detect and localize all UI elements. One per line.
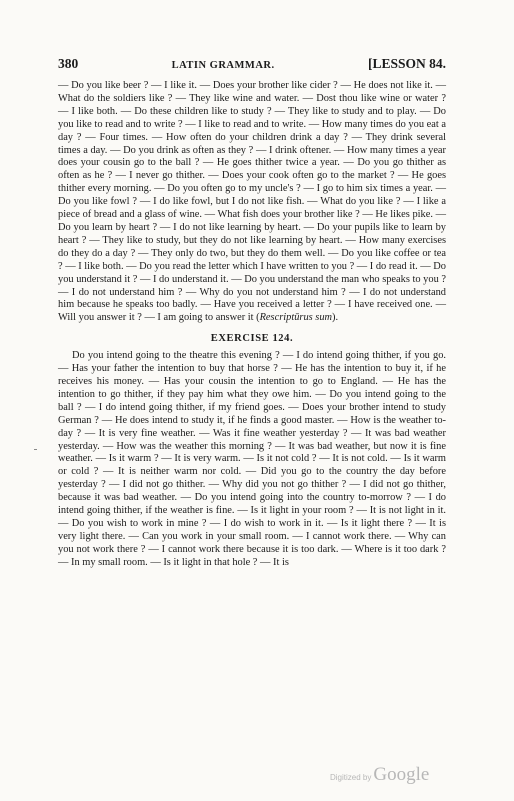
page-number: 380 [58,56,79,71]
book-page [58,56,446,570]
running-title: LATIN GRAMMAR. [171,60,275,71]
lesson-exercise-text [58,80,446,325]
paragraph [58,80,446,325]
paragraph-text: — Do you like beer ? — I like it. — Does your brother like cider ? — He does not like it. — What do the soldiers like ? — They like wine and water. — Dost thou like wine or water ? — I like both. — Do these children like to study ? — They like to study and to play. — Do you like to read and to write ? — I like to read and to write. — How many times do you eat a day ? — Four times. — How often do your children drink a day ? — They drink several times a day. — Do you drink as often as they ? — I drink oftener. — How many times a year does your cousin go to the ball ? — He goes thither twice a year. — Do you go thither as often as he ? — I never go thither. — Does your cook often go to the market ? — He goes thither every morning. — Do you often go to my uncle's ? — I go to him six times a year. — Do you like fowl ? — I do like fowl, but I do not like fish. — What do you like ? — I like a piece of bread and a glass of wine. — What fish does your brother like ? — He likes pike. — Do you learn by heart ? — I do not like learning by heart. — Do your pupils like to learn by heart ? — They like to study, but they do not like learning by heart. — How many exercises do they do a day ? — They only do two, but they do them well. — Do you like coffee or tea ? — I like both. — Do you read the letter which I have written to you ? — I do read it. — Do you understand it ? — I do understand it. — Do you understand the man who speaks to you ? — I do not understand him ? — Why do you not understand him ? — I do not understand him because he speaks too badly. — Have you received a letter ? — I have received one. — Will you answer it ? — I am going to answer it ( [58,80,446,324]
exercise-body [58,350,446,569]
google-watermark [330,764,429,786]
watermark-prefix: Digitized by [330,773,372,782]
paragraph: Do you intend going to the theatre this evening ? — I do intend going thither, if you go. — Has your father the intention to buy that horse ? — He has the intention to buy it, if he receives his money. — Has your cousin the intention to go to England. — He has the intention to go thither, if they pay him what they owe him. — Do you intend going to the ball ? — I do intend going thither, if my friend goes. — Does your brother intend to study German ? — He does intend to study it, if he finds a good master. — How is the weather to-day ? — It is very fine weather. — Was it fine weather yesterday ? — It was bad weather yesterday. — How was the weather this morning ? — It was bad weather, but now it is fine weather. — Is it warm ? — It is very warm. — Is it not cold ? — It is not cold. — Is it warm or cold ? — It is neither warm nor cold. — Did you go to the country the day before yesterday ? — I did not go thither. — Why did you not go thither ? — I did not go thither, because it was bad weather. — Do you intend going into the country to-morrow ? — I do intend going thither, if the weather is fine. — Is it light in your room ? — It is not light in it. — Do you wish to work in mine ? — I do wish to work in it. — Is it light there ? — It is very light there. — Can you work in your small room. — I cannot work there. — Why can you not work there ? — I cannot work there because it is too dark. — Where is it too dark ? — In my small room. — Is it light in that hole ? — It is [58,350,446,568]
lesson-label: [LESSON 84. [367,56,446,71]
paragraph-tail: ). [332,312,339,324]
latin-phrase: Rescriptūrus sum [259,312,333,324]
exercise-heading: EXERCISE 124. [210,333,294,345]
running-header [58,56,446,76]
google-logo: Google [373,764,430,785]
stray-mark [34,449,37,450]
